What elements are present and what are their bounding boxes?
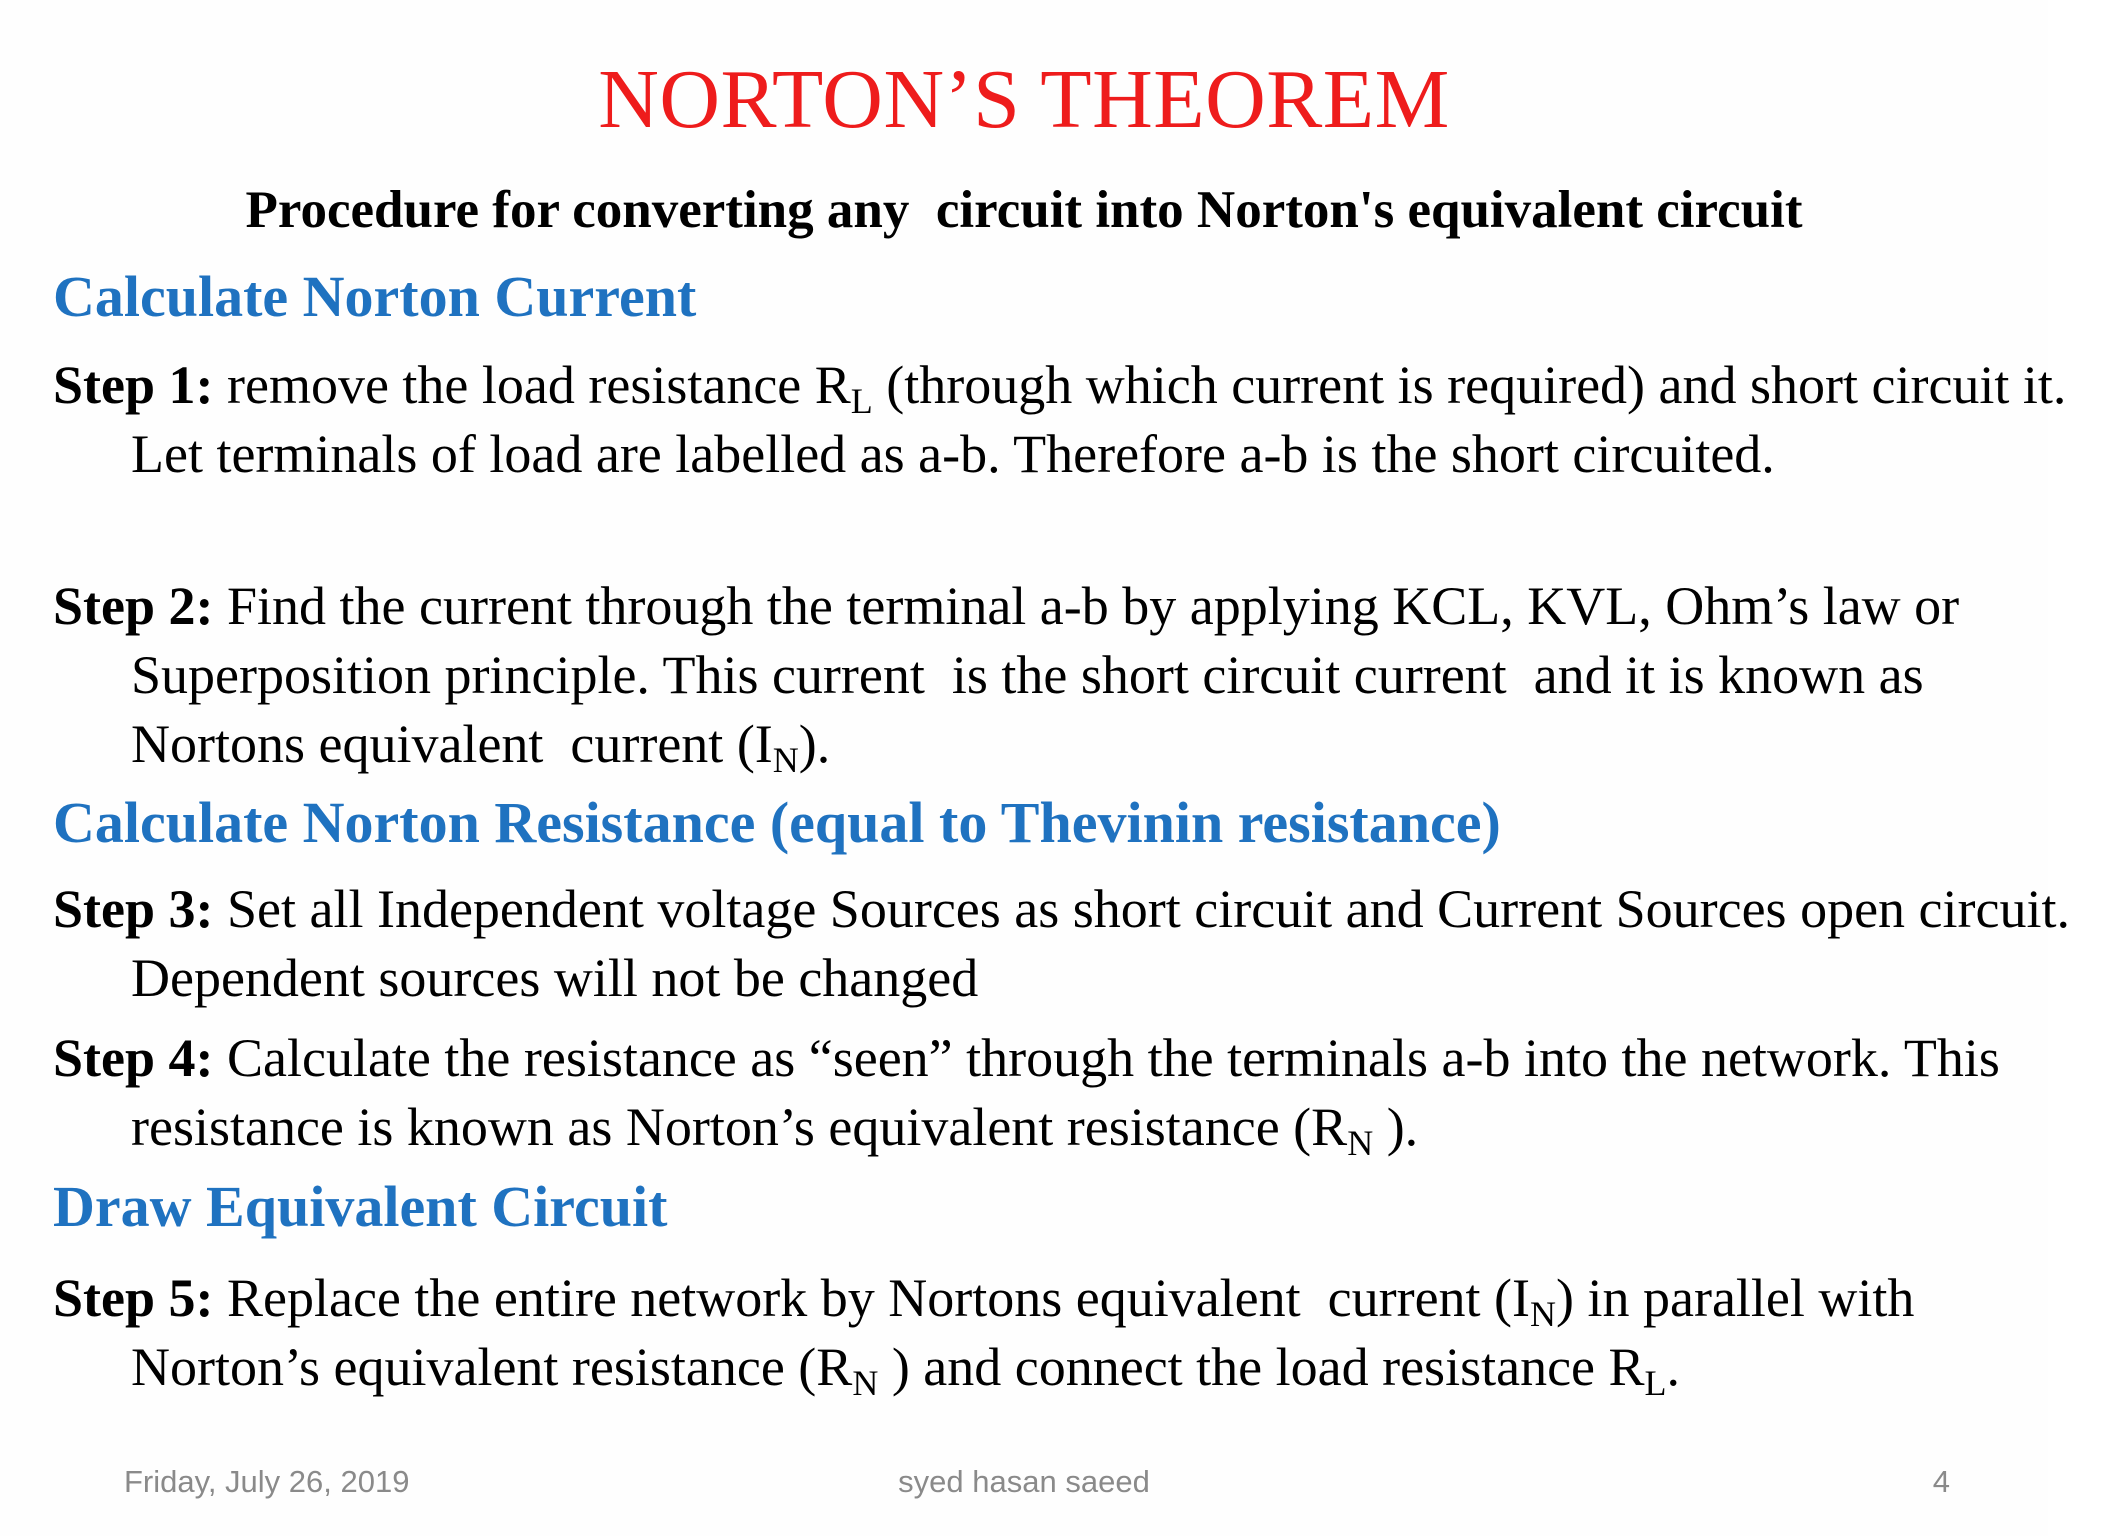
step-label: Step 5: <box>53 1268 214 1328</box>
slide-subtitle: Procedure for converting any circuit into Norton's equivalent circuit <box>245 181 1803 239</box>
footer-author: syed hasan saeed <box>898 1464 1150 1499</box>
step-3 <box>53 875 2106 1013</box>
section-heading-norton-current: Calculate Norton Current <box>53 264 697 329</box>
subscript: N <box>772 740 799 780</box>
step-text: . <box>1666 1337 1681 1397</box>
step-text: remove the load resistance R <box>213 355 851 415</box>
step-1 <box>53 351 2106 489</box>
subscript: L <box>850 381 873 421</box>
footer-page-number: 4 <box>1932 1464 1950 1499</box>
subscript: N <box>852 1363 879 1403</box>
step-text: (through which current is required) and short circuit it. Let terminals of load are labelled as a-b. Therefore a-b is the short circuited. <box>131 355 2080 484</box>
step-2 <box>53 572 2106 779</box>
step-label: Step 3: <box>53 879 214 939</box>
step-text: ). <box>1373 1097 1419 1157</box>
subscript: N <box>1347 1123 1374 1163</box>
step-label: Step 1: <box>53 355 214 415</box>
step-5 <box>53 1264 2106 1402</box>
step-text: ). <box>798 714 831 774</box>
step-label: Step 4: <box>53 1028 214 1088</box>
step-text: ) in parallel with Norton’s equivalent resistance (R <box>131 1268 1928 1397</box>
step-4 <box>53 1024 2106 1162</box>
step-text: Set all Independent voltage Sources as short circuit and Current Sources open circuit. Dependent sources will not be changed <box>131 879 2097 1008</box>
step-text: Replace the entire network by Nortons equivalent current (I <box>213 1268 1531 1328</box>
section-heading-equivalent-circuit: Draw Equivalent Circuit <box>53 1174 668 1239</box>
footer-date: Friday, July 26, 2019 <box>124 1464 410 1499</box>
subscript: N <box>1530 1294 1557 1334</box>
step-text: Calculate the resistance as “seen” through the terminals a-b into the network. This resistance is known as Norton’s equivalent resistance (R <box>131 1028 2014 1157</box>
section-heading-norton-resistance: Calculate Norton Resistance (equal to Thevinin resistance) <box>53 790 1501 855</box>
step-text: ) and connect the load resistance R <box>878 1337 1645 1397</box>
subscript: L <box>1644 1363 1667 1403</box>
step-label: Step 2: <box>53 576 214 636</box>
slide-title: NORTON’S THEOREM <box>598 53 1450 146</box>
step-text: Find the current through the terminal a-b by applying KCL, KVL, Ohm’s law or Superposition principle. This current is the short circuit current and it is known as Nortons equivalent current (I <box>131 576 1973 774</box>
